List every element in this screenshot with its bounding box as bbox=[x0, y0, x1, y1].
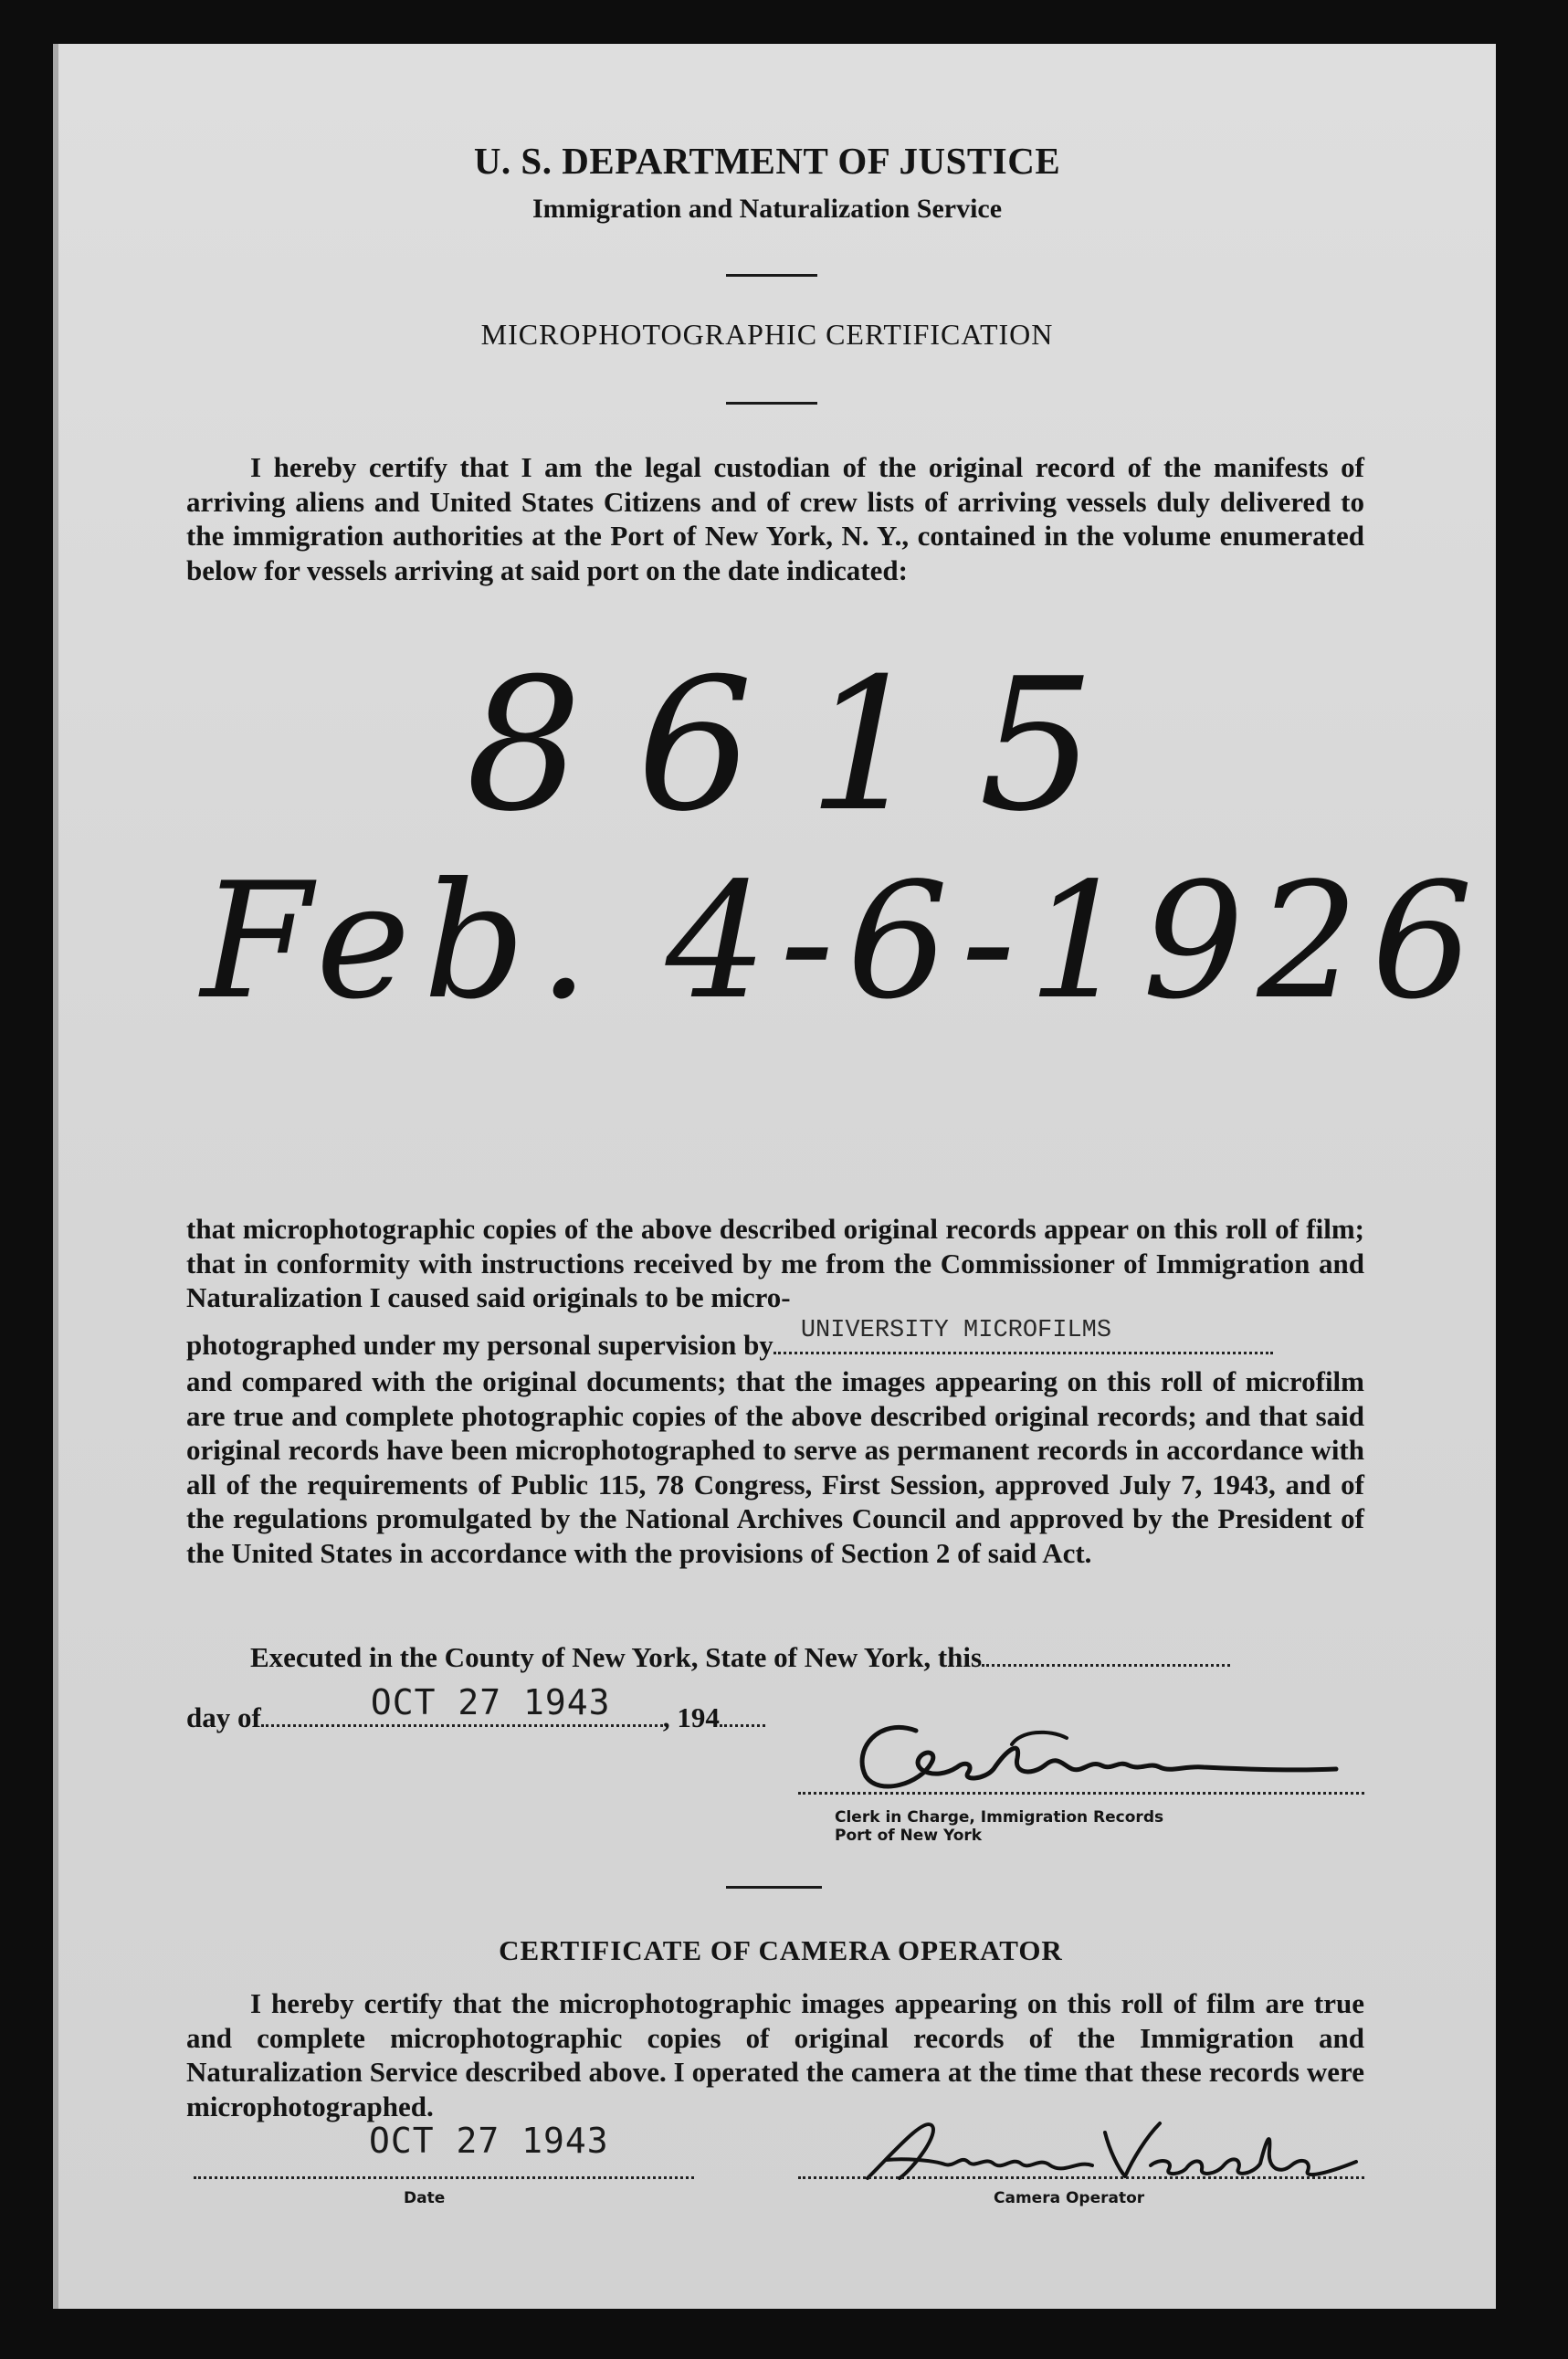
executed-label: Executed in the County of New York, State of New York, this bbox=[250, 1641, 983, 1673]
clerk-signature bbox=[838, 1712, 1368, 1799]
camera-certificate-title: CERTIFICATE OF CAMERA OPERATOR bbox=[499, 1934, 1063, 1966]
divider bbox=[726, 402, 817, 405]
custodian-paragraph: I hereby certify that I am the legal custodian of the original record of the manifests of arriving aliens and United States Citizens and of crew lists of arriving vessels duly delivered to the immigration authorities at the Port of New York, N. Y., contained in the volume enumerated below for vessels arriving at said port on the date indicated: bbox=[186, 451, 1364, 586]
camera-operator-line bbox=[798, 2176, 1364, 2179]
camera-date-line bbox=[194, 2176, 694, 2179]
document-page bbox=[53, 44, 1496, 2309]
clerk-caption-port: Port of New York bbox=[835, 1827, 983, 1845]
executed-day-field bbox=[982, 1642, 1230, 1667]
supervision-label: photographed under my personal supervision by bbox=[186, 1329, 773, 1361]
day-of-field bbox=[261, 1682, 663, 1727]
supervision-line bbox=[186, 1317, 1364, 1365]
service-subheading: Immigration and Naturalization Service bbox=[531, 194, 1003, 224]
compliance-paragraph: and compared with the original documents; that the images appearing on this roll of microfilm are true and complete photographic copies of the above described original records; and that said original records have been microphotographed to serve as permanent records in accordance with all of the requirements of Public 115, 78 Congress, First Session, approved July 7, 1943, and of the regulations promulgated by the National Archives Council and approved by the President of the United States in accordance with the provisions of Section 2 of said Act. bbox=[186, 1365, 1364, 1569]
supervisor-name: UNIVERSITY MICROFILMS bbox=[800, 1317, 1112, 1344]
execution-date-stamp: OCT 27 1943 bbox=[370, 1682, 611, 1722]
form-title: MICROPHOTOGRAPHIC CERTIFICATION bbox=[480, 318, 1054, 351]
camera-operator-caption: Camera Operator bbox=[994, 2189, 1145, 2207]
divider bbox=[726, 274, 817, 277]
camera-date-stamp: OCT 27 1943 bbox=[369, 2121, 609, 2161]
executed-line bbox=[250, 1641, 1364, 1678]
clerk-caption bbox=[835, 1808, 1163, 1845]
supervisor-field bbox=[773, 1317, 1273, 1354]
handwritten-date-range: Feb. 4-6-1926 bbox=[201, 849, 1486, 1035]
camera-certificate-paragraph: I hereby certify that the microphotographic images appearing on this roll of film are true and complete microphotographic copies of original records of the Immigration and Naturalization Service described above. I operated the camera at the time that these records were microphotographed. bbox=[186, 1987, 1364, 2122]
year-field bbox=[720, 1702, 765, 1727]
year-prefix: , 194 bbox=[662, 1701, 720, 1733]
clerk-caption-title: Clerk in Charge, Immigration Records bbox=[835, 1808, 1164, 1827]
day-of-label: day of bbox=[186, 1701, 261, 1733]
department-heading: U. S. DEPARTMENT OF JUSTICE bbox=[473, 140, 1061, 182]
handwritten-volume-number: 8615 bbox=[466, 639, 1150, 852]
film-copies-paragraph: that microphotographic copies of the above described original records appear on this roll of film; that in conformity with instructions received by me from the Commissioner of Immigration and Naturalization I caused said originals to be micro- bbox=[186, 1213, 1364, 1313]
clerk-signature-line bbox=[798, 1792, 1364, 1795]
divider bbox=[726, 1886, 822, 1889]
date-caption: Date bbox=[404, 2189, 446, 2207]
